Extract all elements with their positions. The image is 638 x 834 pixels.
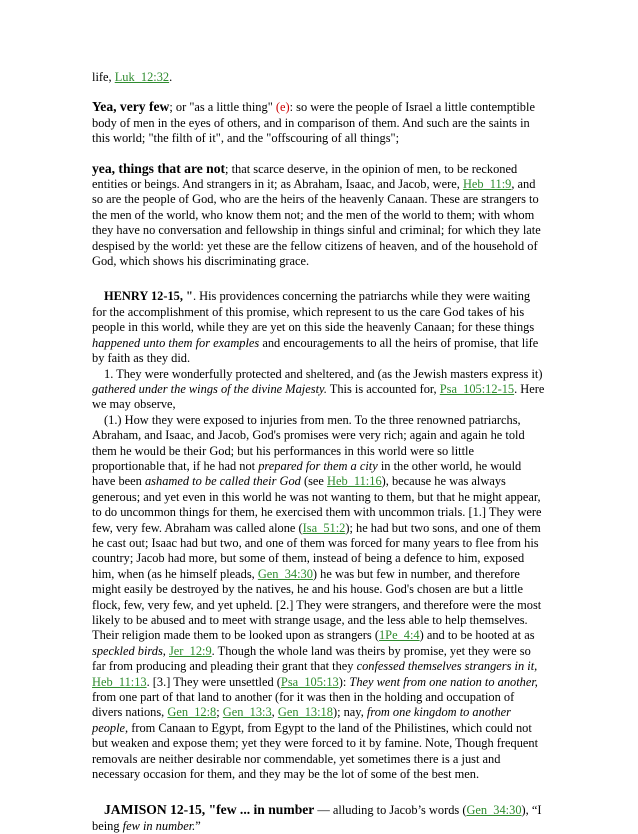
scripture-link[interactable]: Heb_11:13: [92, 674, 147, 689]
paragraph-point-1: 1. They were wonderfully protected and sheltered, and (as the Jewish masters express it) gathered under the wings of the divine Majesty. This is accounted for, Psa_105:12-15. Here we may observe,: [92, 366, 545, 412]
paragraph-continuation: life, Luk_12:32.: [92, 70, 173, 84]
scripture-link[interactable]: Heb_11:16: [327, 474, 382, 489]
scripture-link[interactable]: Gen_12:8: [167, 705, 217, 720]
scripture-link[interactable]: 1Pe_4:4: [378, 628, 420, 643]
lemma-heading: Yea, very few: [92, 99, 170, 115]
scripture-link[interactable]: Psa_105:12-15: [439, 381, 515, 396]
paragraph-henry: HENRY 12-15, ". His providences concerning the patriarchs while they were waiting for the accomplishment of this promise, which represent to us the care God takes of his people in this world, while they are yet on this side the heavenly Canaan; for these things happened unto them for examples and encouragements to all the heirs of promise, that life by faith as they did.: [92, 289, 539, 366]
scripture-link[interactable]: Luk_12:32: [114, 70, 170, 84]
paragraph-jamison: JAMISON 12-15, "few ... in number — alluding to Jacob’s words (Gen_34:30), “I being few in number.”: [92, 802, 542, 833]
scripture-link[interactable]: Psa_105:13: [280, 674, 339, 689]
scripture-link[interactable]: Isa_51:2: [302, 520, 346, 535]
footnote-marker[interactable]: (e): [275, 100, 290, 115]
scripture-link[interactable]: Gen_34:30: [466, 803, 522, 818]
scripture-link[interactable]: Gen_13:18: [277, 705, 333, 720]
commentary-heading: JAMISON 12-15, "few ... in number: [104, 802, 315, 818]
lemma-heading: yea, things that are not: [92, 160, 226, 176]
scripture-link[interactable]: Gen_13:3: [222, 705, 272, 720]
scripture-link[interactable]: Heb_11:9: [462, 177, 512, 192]
scripture-link[interactable]: Jer_12:9: [168, 643, 212, 658]
paragraph-things-that-are-not: yea, things that are not; that scarce deserve, in the opinion of men, to be reckoned entities or beings. And strangers in it; as Abraham, Isaac, and Jacob, were, Heb_11:9, and so are the people of God, who are the heirs of the heavenly Canaan. These are strangers to the men of the world, who know them not; and the men of the world to them; with whom they have no conversation and fellowship in things sinful and criminal; for which they late despised by the world: yet these are the fellow citizens of heaven, and of the household of God, which shows his discriminating grace.: [92, 160, 541, 269]
scripture-link[interactable]: Gen_34:30: [257, 566, 313, 581]
paragraph-very-few: Yea, very few; or "as a little thing" (e): so were the people of Israel a little contemptible body of men in the eyes of others, and in comparison of them. And such are the saints in this world; "the filth of it", and the "offscouring of all things";: [92, 99, 535, 146]
commentary-heading: HENRY 12-15, ": [104, 289, 193, 304]
paragraph-point-1-1: (1.) How they were exposed to injuries from men. To the three renowned patriarchs, Abraham, and Isaac, and Jacob, God's promises were very rich; again and again he told them he would be their God; but his performances in this world were so little proportionable that, if he had not prepared for them a city in the other world, he would have been ashamed to be called their God (see Heb_11:16), because he was always generous; and yet even in this world he was not wanting to them, but that he might appear, to do uncommon things for them, he exercised them with uncommon trials. [1.] They were few, very few. Abraham was called alone (Isa_51:2); he had but two sons, and one of them he cast out; Isaac had but two, and one of them was forced for many years to flee from his country; Jacob had more, but some of them, instead of being a defence to him, exposed him, when (as he himself pleads, Gen_34:30) he was but few in number, and therefore might easily be destroyed by the natives, he and his house. God's chosen are but a little flock, few, very few, and yet upheld. [2.] They were strangers, and therefore were the most likely to be abused and to meet with strange usage, and the less able to help themselves. Their religion made them to be looked upon as strangers (1Pe_4:4) and to be hooted at as speckled birds, Jer_12:9. Though the whole land was theirs by promise, yet they were so far from producing and pleading their grant that they confessed themselves strangers in it, Heb_11:13. [3.] They were unsettled (Psa_105:13): They went from one nation to another, from one part of that land to another (for it was then in the holding and occupation of divers nations, Gen_12:8; Gen_13:3, Gen_13:18); nay, from one kingdom to another people, from Canaan to Egypt, from Egypt to the land of the Philistines, which could not but weaken and expose them; yet they were forced to it by famine. Note, Though frequent removals are neither desirable nor commendable, yet sometimes there is a just and necessary occasion for them, and they may be the lot of some of the best men.: [92, 412, 542, 782]
